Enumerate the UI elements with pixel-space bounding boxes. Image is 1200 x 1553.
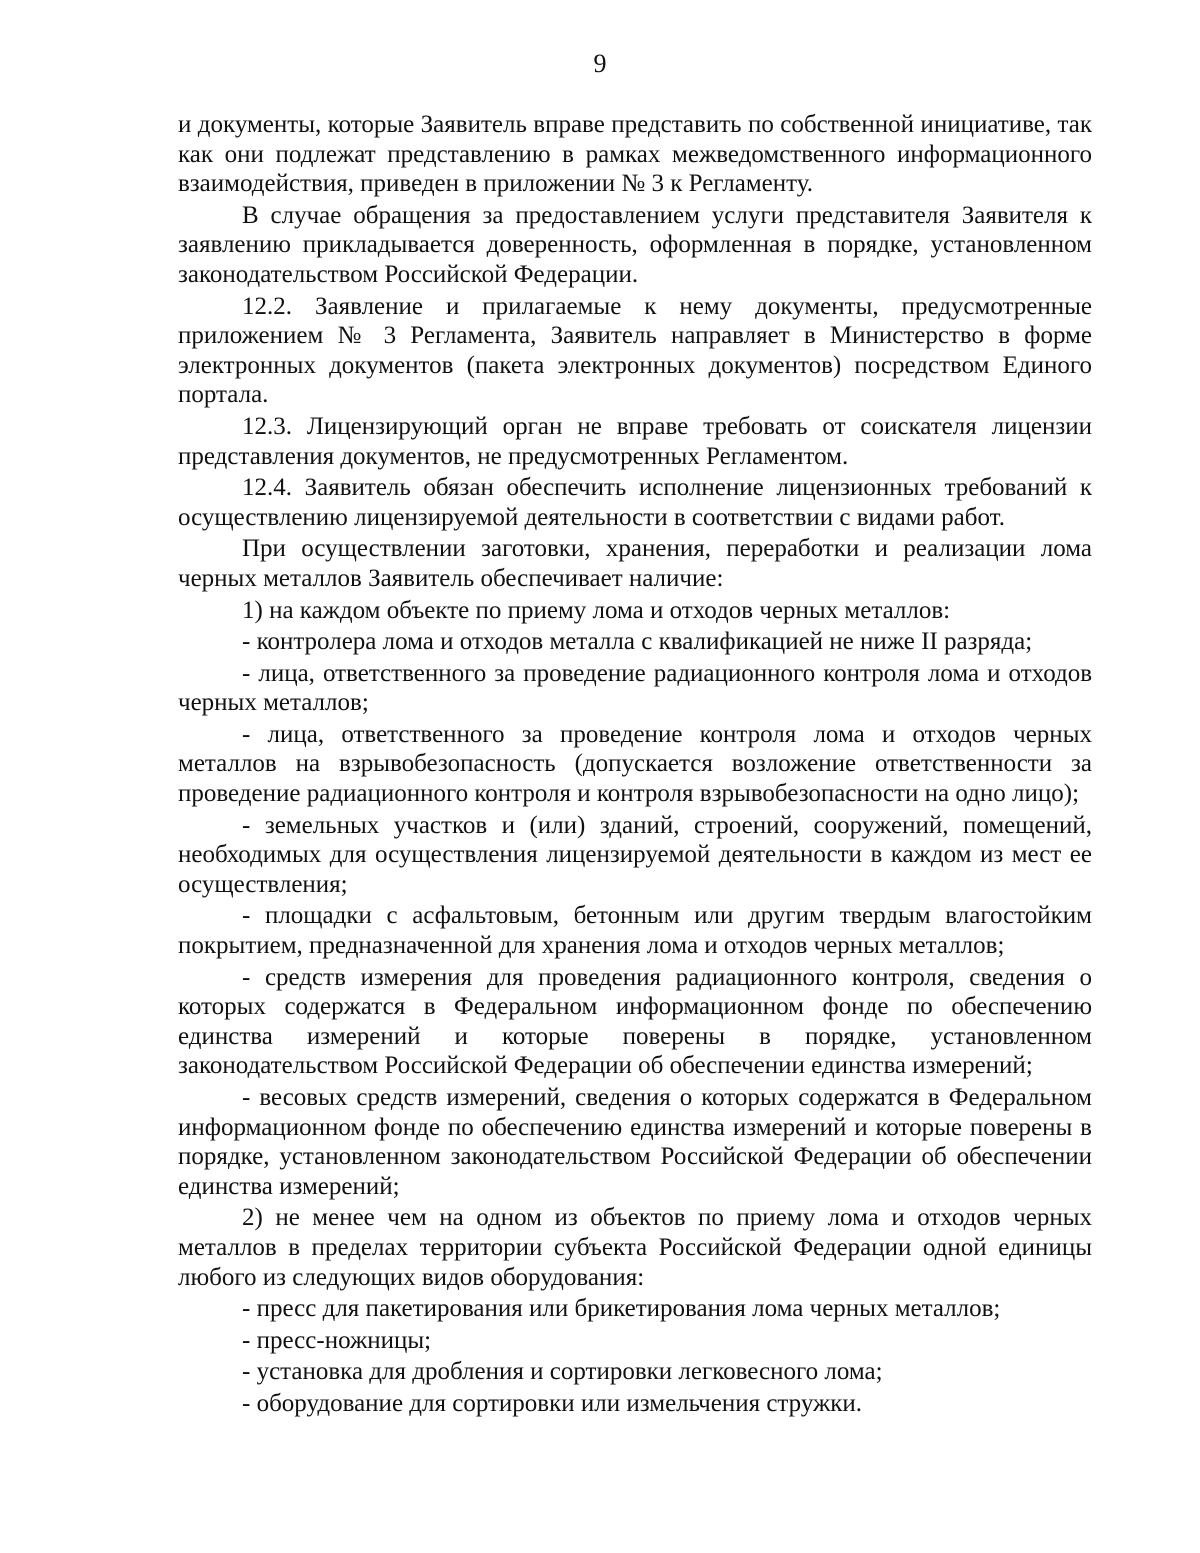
list-item: - земельных участков и (или) зданий, строений, сооружений, помещений, необходимых для осуществления лицензируемой деятельности в каждом из мест ее осуществления; bbox=[178, 811, 1092, 898]
list-item: - средств измерения для проведения радиационного контроля, сведения о которых содержатся в Федеральном информационном фонде по обеспечению единства измерений и которые поверены в порядке, установленном законодательством Российской Федерации об обеспечении единства измерений; bbox=[178, 963, 1092, 1080]
list-item: - площадки с асфальтовым, бетонным или другим твердым влагостойким покрытием, предназначенной для хранения лома и отходов черных металлов; bbox=[178, 902, 1092, 960]
paragraph-1: и документы, которые Заявитель вправе представить по собственной инициативе, так как они подлежат представлению в рамках межведомственного информационного взаимодействия, приведен в приложении № 3 к Регламенту. bbox=[178, 111, 1092, 198]
paragraph-5: 12.4. Заявитель обязан обеспечить исполнение лицензионных требований к осуществлению лицензируемой деятельности в соответствии с видами работ. bbox=[178, 474, 1092, 531]
list-item: - лица, ответственного за проведение радиационного контроля лома и отходов черных металлов; bbox=[178, 659, 1092, 717]
list-item: - оборудование для сортировки или измельчения стружки. bbox=[242, 1389, 863, 1417]
list-item: - пресс для пакетирования или брикетирования лома черных металлов; bbox=[242, 1295, 1001, 1323]
list-item: - весовых средств измерений, сведения о которых содержатся в Федеральном информационном фонде по обеспечению единства измерений и которые поверены в порядке, установленном законодательством Российской Федерации об обеспечении единства измерений; bbox=[178, 1084, 1092, 1200]
list-item: - лица, ответственного за проведение контроля лома и отходов черных металлов на взрывобезопасность (допускается возложение ответственности за проведение радиационного контроля и контроля взрывобезопасности на одно лицо); bbox=[178, 720, 1092, 808]
paragraph-4: 12.3. Лицензирующий орган не вправе требовать от соискателя лицензии представления документов, не предусмотренных Регламентом. bbox=[178, 412, 1092, 470]
list-item: - контролера лома и отходов металла с квалификацией не ниже II разряда; bbox=[242, 628, 1033, 656]
paragraph-6: При осуществлении заготовки, хранения, переработки и реализации лома черных металлов Заявитель обеспечивает наличие: bbox=[178, 535, 1092, 592]
list-item: 1) на каждом объекте по приему лома и отходов черных металлов: bbox=[242, 596, 951, 624]
paragraph-3: 12.2. Заявление и прилагаемые к нему документы, предусмотренные приложением № 3 Регламента, Заявитель направляет в Министерство в форме электронных документов (пакета электронных документов) посредством Единого портала. bbox=[178, 292, 1092, 409]
document-body bbox=[178, 110, 1092, 1419]
list-item: - установка для дробления и сортировки легковесного лома; bbox=[242, 1358, 883, 1386]
list-item: - пресс-ножницы; bbox=[242, 1326, 432, 1354]
list-item: 2) не менее чем на одном из объектов по приему лома и отходов черных металлов в пределах территории субъекта Российской Федерации одной единицы любого из следующих видов оборудования: bbox=[178, 1204, 1092, 1291]
paragraph-2: В случае обращения за предоставлением услуги представителя Заявителя к заявлению прикладывается доверенность, оформленная в порядке, установленном законодательством Российской Федерации. bbox=[178, 201, 1092, 288]
page-number: 9 bbox=[593, 49, 607, 78]
